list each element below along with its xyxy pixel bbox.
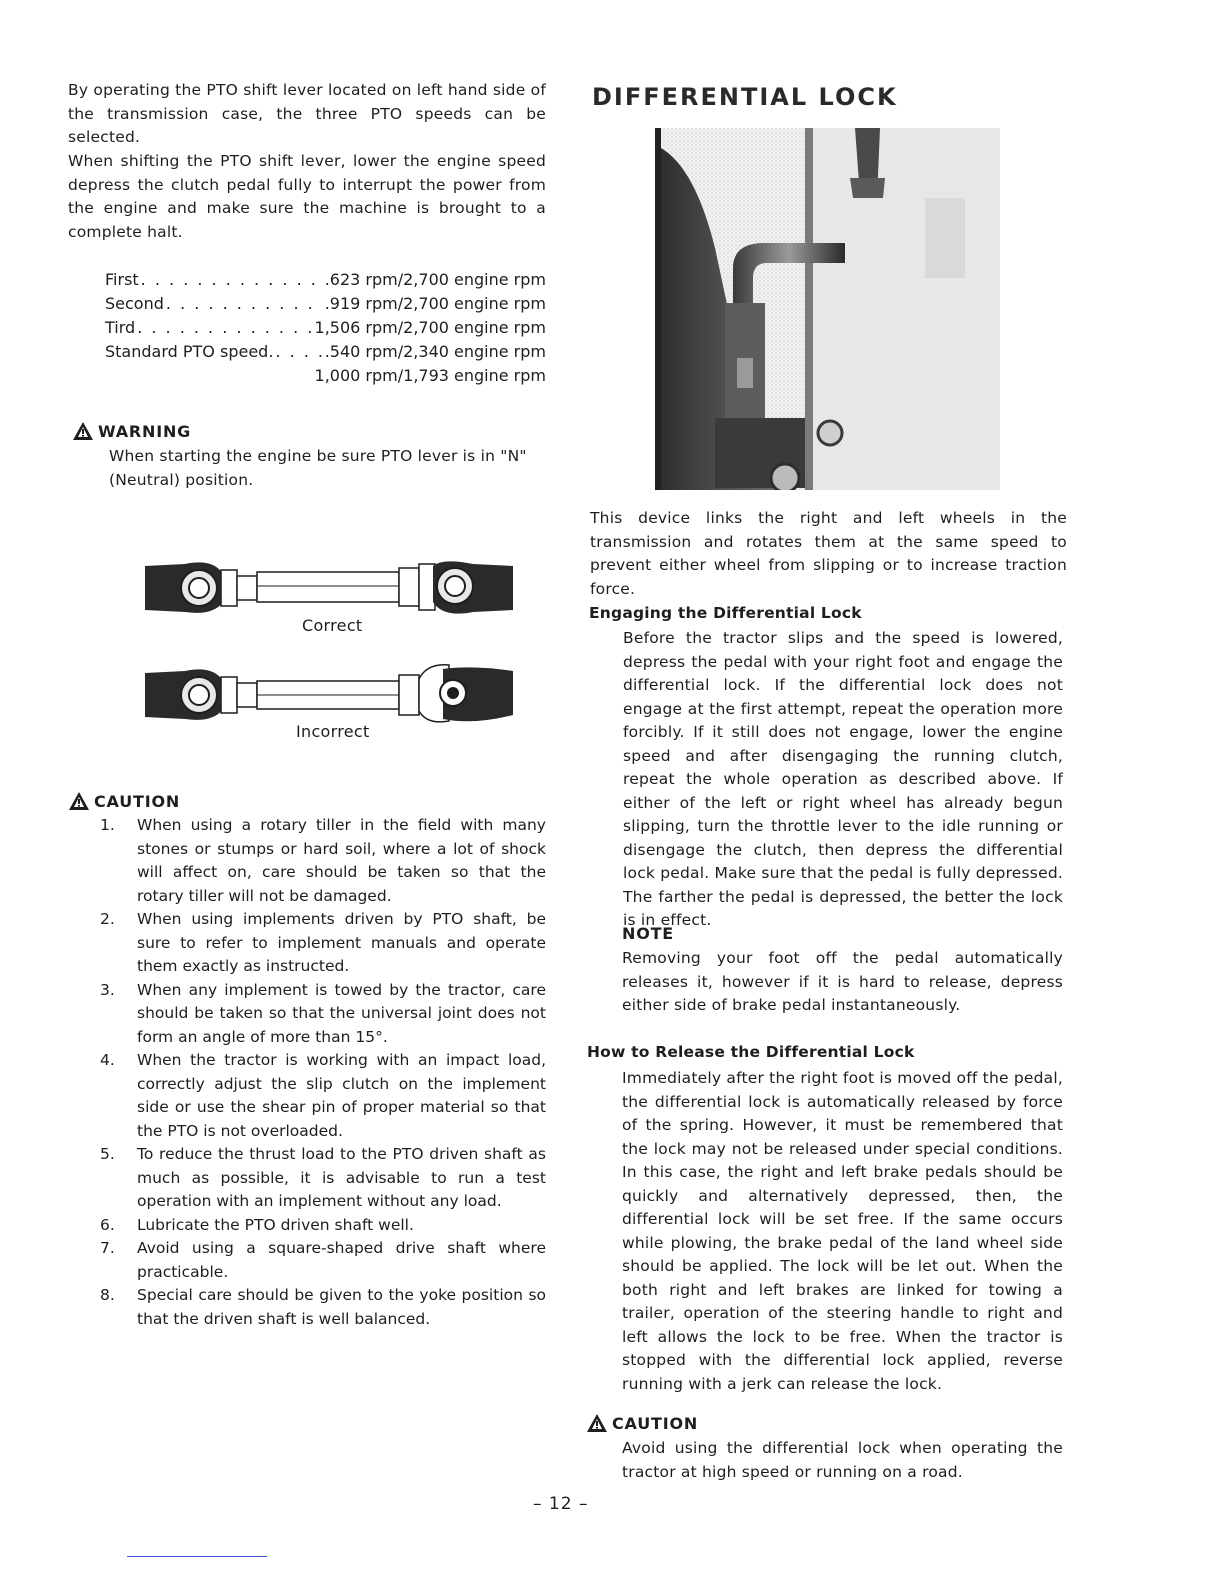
- warning-triangle-icon: [68, 791, 90, 811]
- speed-label: First: [105, 270, 139, 289]
- warning-triangle-icon: [72, 421, 94, 441]
- speed-value: .540 rpm/2,340 engine rpm: [324, 342, 546, 361]
- engaging-text: Before the tractor slips and the speed is lowered, depress the pedal with your right foot and engage the differential lock. If the differential lock does not engage at the first attempt, repeat the operation more forcibly. If it still does not engage, lower the engine speed and after disengaging the running clutch, repeat the whole operation as described above. If either of the left or right wheel has already begun slipping, turn the throttle lever to the idle running or disengage the clutch, then depress the differential lock pedal. Make sure that the pedal is fully depressed. The farther the pedal is depressed, the better the lock is in effect.: [623, 629, 1063, 929]
- warning-triangle-icon: [586, 1413, 608, 1433]
- differential-lock-photo: [655, 128, 1000, 490]
- release-text: Immediately after the right foot is moved off the pedal, the differential lock is automatically released by force of the spring. However, it must be remembered that the lock may not be released under special conditions. In this case, the right and left brake pedals should be quickly and alternatively depressed, then, the differential lock will be set free. If the same occurs while plowing, the brake pedal of the land wheel side should be applied. The lock will be let out. When the both right and left brakes are linked for towing a trailer, operation of the steering handle to right and left allows the lock to be free. When the tractor is stopped with the differential lock applied, reverse running with a jerk can release the lock.: [622, 1069, 1063, 1393]
- pto-intro-1: By operating the PTO shift lever located on left hand side of the transmission case, the three PTO speeds can be selected.: [68, 81, 546, 146]
- speed-row: [105, 316, 546, 340]
- caution-list: [100, 814, 546, 1331]
- diff-caution-heading: [586, 1413, 698, 1433]
- list-item: 6. Lubricate the PTO driven shaft well.: [100, 1215, 414, 1234]
- list-item: 5. To reduce the thrust load to the PTO driven shaft as much as possible, it is advisable to run a test operation with an implement without any load.: [100, 1145, 546, 1210]
- list-item: 7. Avoid using a square-shaped drive shaft where practicable.: [100, 1239, 546, 1281]
- speed-value: .919 rpm/2,700 engine rpm: [324, 294, 546, 313]
- shaft-correct-figure: [143, 552, 515, 624]
- page-number: – 12 –: [533, 1494, 589, 1514]
- page-title: DIFFERENTIAL LOCK: [592, 83, 898, 111]
- note-text: Removing your foot off the pedal automatically releases it, however if it is hard to release, depress either side of brake pedal instantaneously.: [622, 949, 1063, 1014]
- speed-row: [105, 292, 546, 316]
- speed-label: Second: [105, 294, 164, 313]
- caption-incorrect: Incorrect: [296, 722, 370, 741]
- list-item: 4. When the tractor is working with an impact load, correctly adjust the slip clutch on the implement side or use the shear pin of proper material so that the PTO is not overloaded.: [100, 1051, 546, 1140]
- list-item: 1. When using a rotary tiller in the field with many stones or stumps or hard soil, where a lot of shock will affect on, care should be taken so that the rotary tiller will not be damaged.: [100, 816, 546, 905]
- diff-caution-text: Avoid using the differential lock when operating the tractor at high speed or running on a road.: [622, 1439, 1063, 1481]
- speed-extra-value: 1,000 rpm/1,793 engine rpm: [314, 366, 546, 385]
- warning-heading: [72, 421, 191, 441]
- speed-value: .623 rpm/2,700 engine rpm: [324, 270, 546, 289]
- shaft-incorrect-figure: [143, 659, 515, 731]
- caution-title: CAUTION: [94, 791, 181, 811]
- warning-title: WARNING: [98, 421, 192, 441]
- pto-intro-2: When shifting the PTO shift lever, lower the engine speed depress the clutch pedal fully to interrupt the power from the engine and make sure the machine is brought to a complete halt.: [68, 152, 546, 241]
- note-heading: NOTE: [622, 924, 675, 943]
- release-heading: How to Release the Differential Lock: [587, 1043, 915, 1061]
- bottom-rule: [127, 1556, 267, 1557]
- warning-text: When starting the engine be sure PTO lever is in "N" (Neutral) position.: [109, 447, 527, 489]
- speed-row: [105, 268, 546, 292]
- diff-lock-intro: This device links the right and left wheels in the transmission and rotates them at the same speed to prevent either wheel from slipping or to increase traction force.: [590, 509, 1067, 598]
- list-item: 3. When any implement is towed by the tractor, care should be taken so that the universal joint does not form an angle of more than 15°.: [100, 980, 546, 1046]
- speed-row: [105, 340, 546, 364]
- speed-label: Tird: [105, 318, 136, 337]
- speed-label: Standard PTO speed.: [105, 342, 274, 361]
- pto-speed-table: [105, 268, 546, 388]
- caption-correct: Correct: [302, 616, 363, 635]
- speed-value: 1,506 rpm/2,700 engine rpm: [314, 318, 546, 337]
- list-item: 2. When using implements driven by PTO shaft, be sure to refer to implement manuals and operate them exactly as instructed.: [100, 910, 546, 975]
- diff-caution-title: CAUTION: [612, 1413, 699, 1433]
- list-item: 8. Special care should be given to the yoke position so that the driven shaft is well balanced.: [100, 1286, 546, 1328]
- caution-heading: [68, 791, 180, 811]
- engaging-heading: Engaging the Differential Lock: [589, 604, 862, 622]
